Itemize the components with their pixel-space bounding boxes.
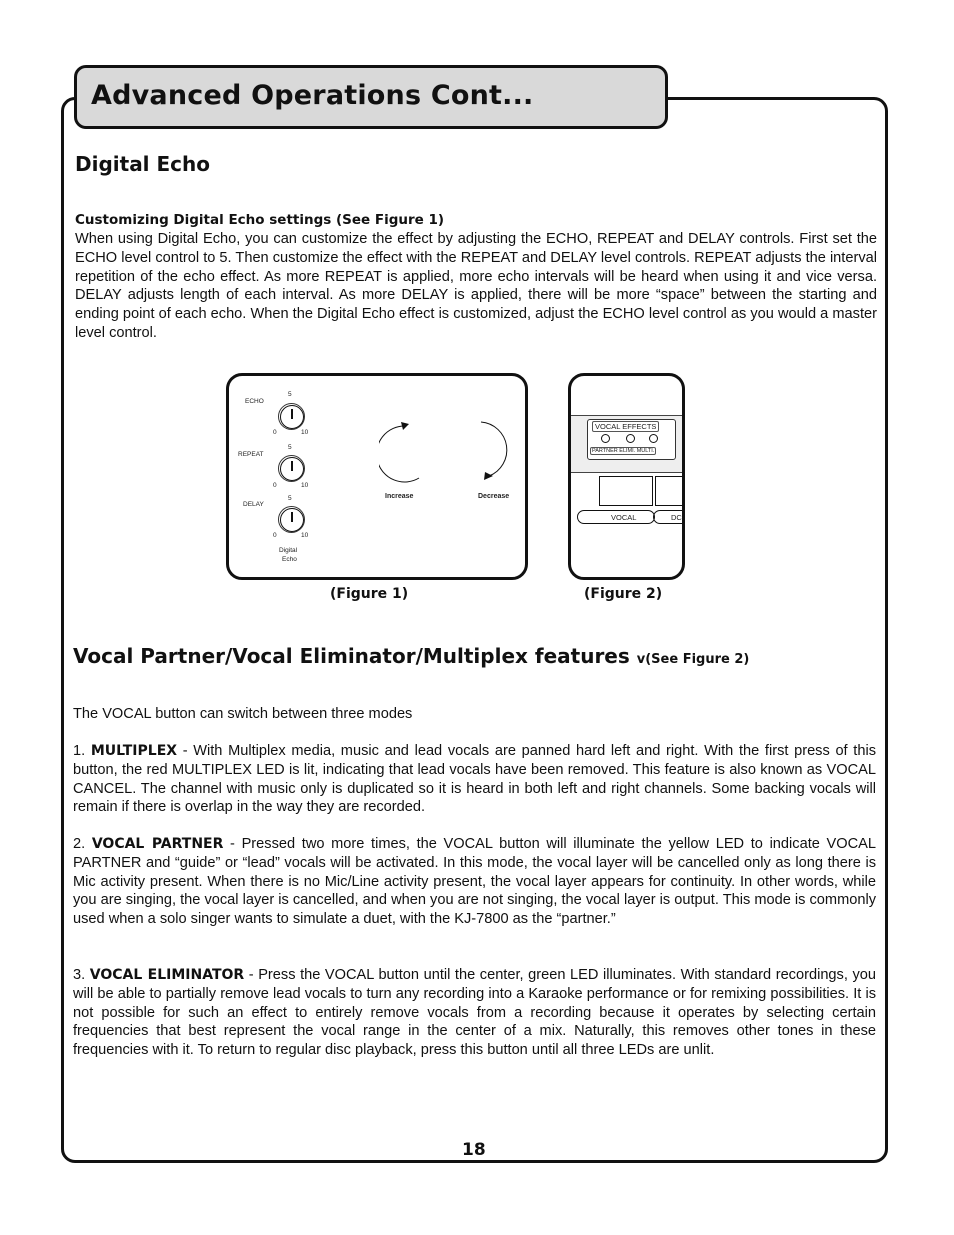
echo-knob[interactable]	[280, 405, 304, 429]
vocal-effects-title: VOCAL EFFECTS	[592, 421, 659, 432]
title-tab	[74, 65, 668, 129]
knob-mid-delay: 5	[288, 495, 292, 502]
digital-echo-body: When using Digital Echo, you can customize the effect by adjusting the ECHO, REPEAT and DELAY controls. First set the ECHO level control to 5. Then customize the effect with the REPEAT and DELAY level controls. REPEAT adjusts the interval repetition of the echo effect. As more REPEAT is applied, more echo intervals will be heard when using it and vice versa. DELAY adjusts length of each interval. As more DELAY is applied, there will be more “space” between the starting and ending point of each echo. When the Digital Echo effect is customized, adjust the ECHO level control as you would a master level control.	[75, 231, 877, 341]
knob-mid-echo: 5	[288, 391, 292, 398]
digital-echo-subheading: Customizing Digital Echo settings (See Figure 1)	[75, 212, 445, 228]
item-number: 2.	[73, 836, 92, 852]
digital-echo-label-line1: Digital	[279, 547, 298, 554]
increase-arrow-icon	[379, 418, 439, 488]
figure-2	[568, 373, 685, 580]
vocal-heading-suffix: v(See Figure 2)	[636, 652, 750, 667]
adjacent-button-label: DC	[671, 513, 682, 522]
item-number: 1.	[73, 743, 91, 759]
list-item-vocal-partner	[73, 835, 876, 929]
knob-max-delay: 10	[301, 532, 309, 539]
vocal-heading-text: Vocal Partner/Vocal Eliminator/Multiplex features	[73, 644, 630, 668]
item-text: - Pressed two more times, the VOCAL button will illuminate the yellow LED to indicate VOCAL PARTNER and “guide” or “lead” vocals will be activated. In this mode, the vocal layer will be cancelled only as long there is Mic activity present. When there is no Mic/Line activity present, the vocal layer appears for continuity. In other words, while you are singing, the vocal layer is cancelled, and when you are not singing, the vocal layer is output. This mode is commonly used when a solo singer wants to simulate a duet, with the KJ-7800 as the “partner.”	[73, 836, 876, 928]
item-text: - With Multiplex media, music and lead vocals are panned hard left and right. With the first press of this button, the red MULTIPLEX LED is lit, indicating that lead vocals have been removed. This feature is also known as VOCAL CANCEL. The channel with music only is duplicated so it is heard in both left and right channels. Some backing vocals will remain if there is overlap in the way they are recorded.	[73, 743, 876, 816]
vocal-heading	[73, 644, 749, 668]
figure-1	[226, 373, 528, 580]
knob-label-repeat: REPEAT	[238, 451, 264, 458]
knob-label-delay: DELAY	[243, 501, 264, 508]
multiplex-led	[649, 434, 658, 443]
item-text: - Press the VOCAL button until the center, green LED illuminates. With standard recordings, you will be able to partially remove lead vocals to turn any recording into a Karaoke performance or for remixing possibilities. It is not possible for such an effect to entirely remove vocals from a recording because it operates by selecting certain frequencies that best represent the vocal range in the center of a mix. Naturally, this removes other tones in these frequencies with it. To return to regular disc playback, press this button until all three LEDs are unlit.	[73, 967, 876, 1059]
eliminator-led	[626, 434, 635, 443]
item-name: MULTIPLEX	[90, 743, 178, 759]
list-item-vocal-eliminator	[73, 966, 876, 1060]
knob-min-delay: 0	[273, 532, 277, 539]
knob-label-echo: ECHO	[245, 398, 264, 405]
figure-1-caption: (Figure 1)	[330, 586, 409, 602]
partner-led	[601, 434, 610, 443]
repeat-knob[interactable]	[280, 457, 304, 481]
vocal-button[interactable]	[599, 476, 653, 506]
knob-max-echo: 10	[301, 429, 309, 436]
item-name: VOCAL PARTNER	[91, 836, 224, 852]
decrease-label: Decrease	[478, 493, 510, 500]
increase-label: Increase	[385, 493, 414, 500]
list-item-multiplex	[73, 742, 876, 817]
vocal-intro: The VOCAL button can switch between three modes	[73, 706, 413, 722]
delay-knob[interactable]	[280, 508, 304, 532]
knob-min-repeat: 0	[273, 482, 277, 489]
page-number: 18	[462, 1140, 486, 1160]
digital-echo-heading: Digital Echo	[75, 152, 210, 176]
item-number: 3.	[73, 967, 90, 983]
led-labels: PARTNER ELIMI. MULTI.	[592, 448, 655, 454]
knob-mid-repeat: 5	[288, 444, 292, 451]
adjacent-button[interactable]	[655, 476, 685, 506]
figure-2-caption: (Figure 2)	[584, 586, 663, 602]
knob-min-echo: 0	[273, 429, 277, 436]
page-title: Advanced Operations Cont...	[91, 80, 534, 111]
item-name: VOCAL ELIMINATOR	[89, 967, 245, 983]
digital-echo-label-line2: Echo	[282, 556, 297, 563]
vocal-button-label: VOCAL	[611, 513, 637, 522]
knob-max-repeat: 10	[301, 482, 309, 489]
decrease-arrow-icon	[471, 418, 528, 488]
